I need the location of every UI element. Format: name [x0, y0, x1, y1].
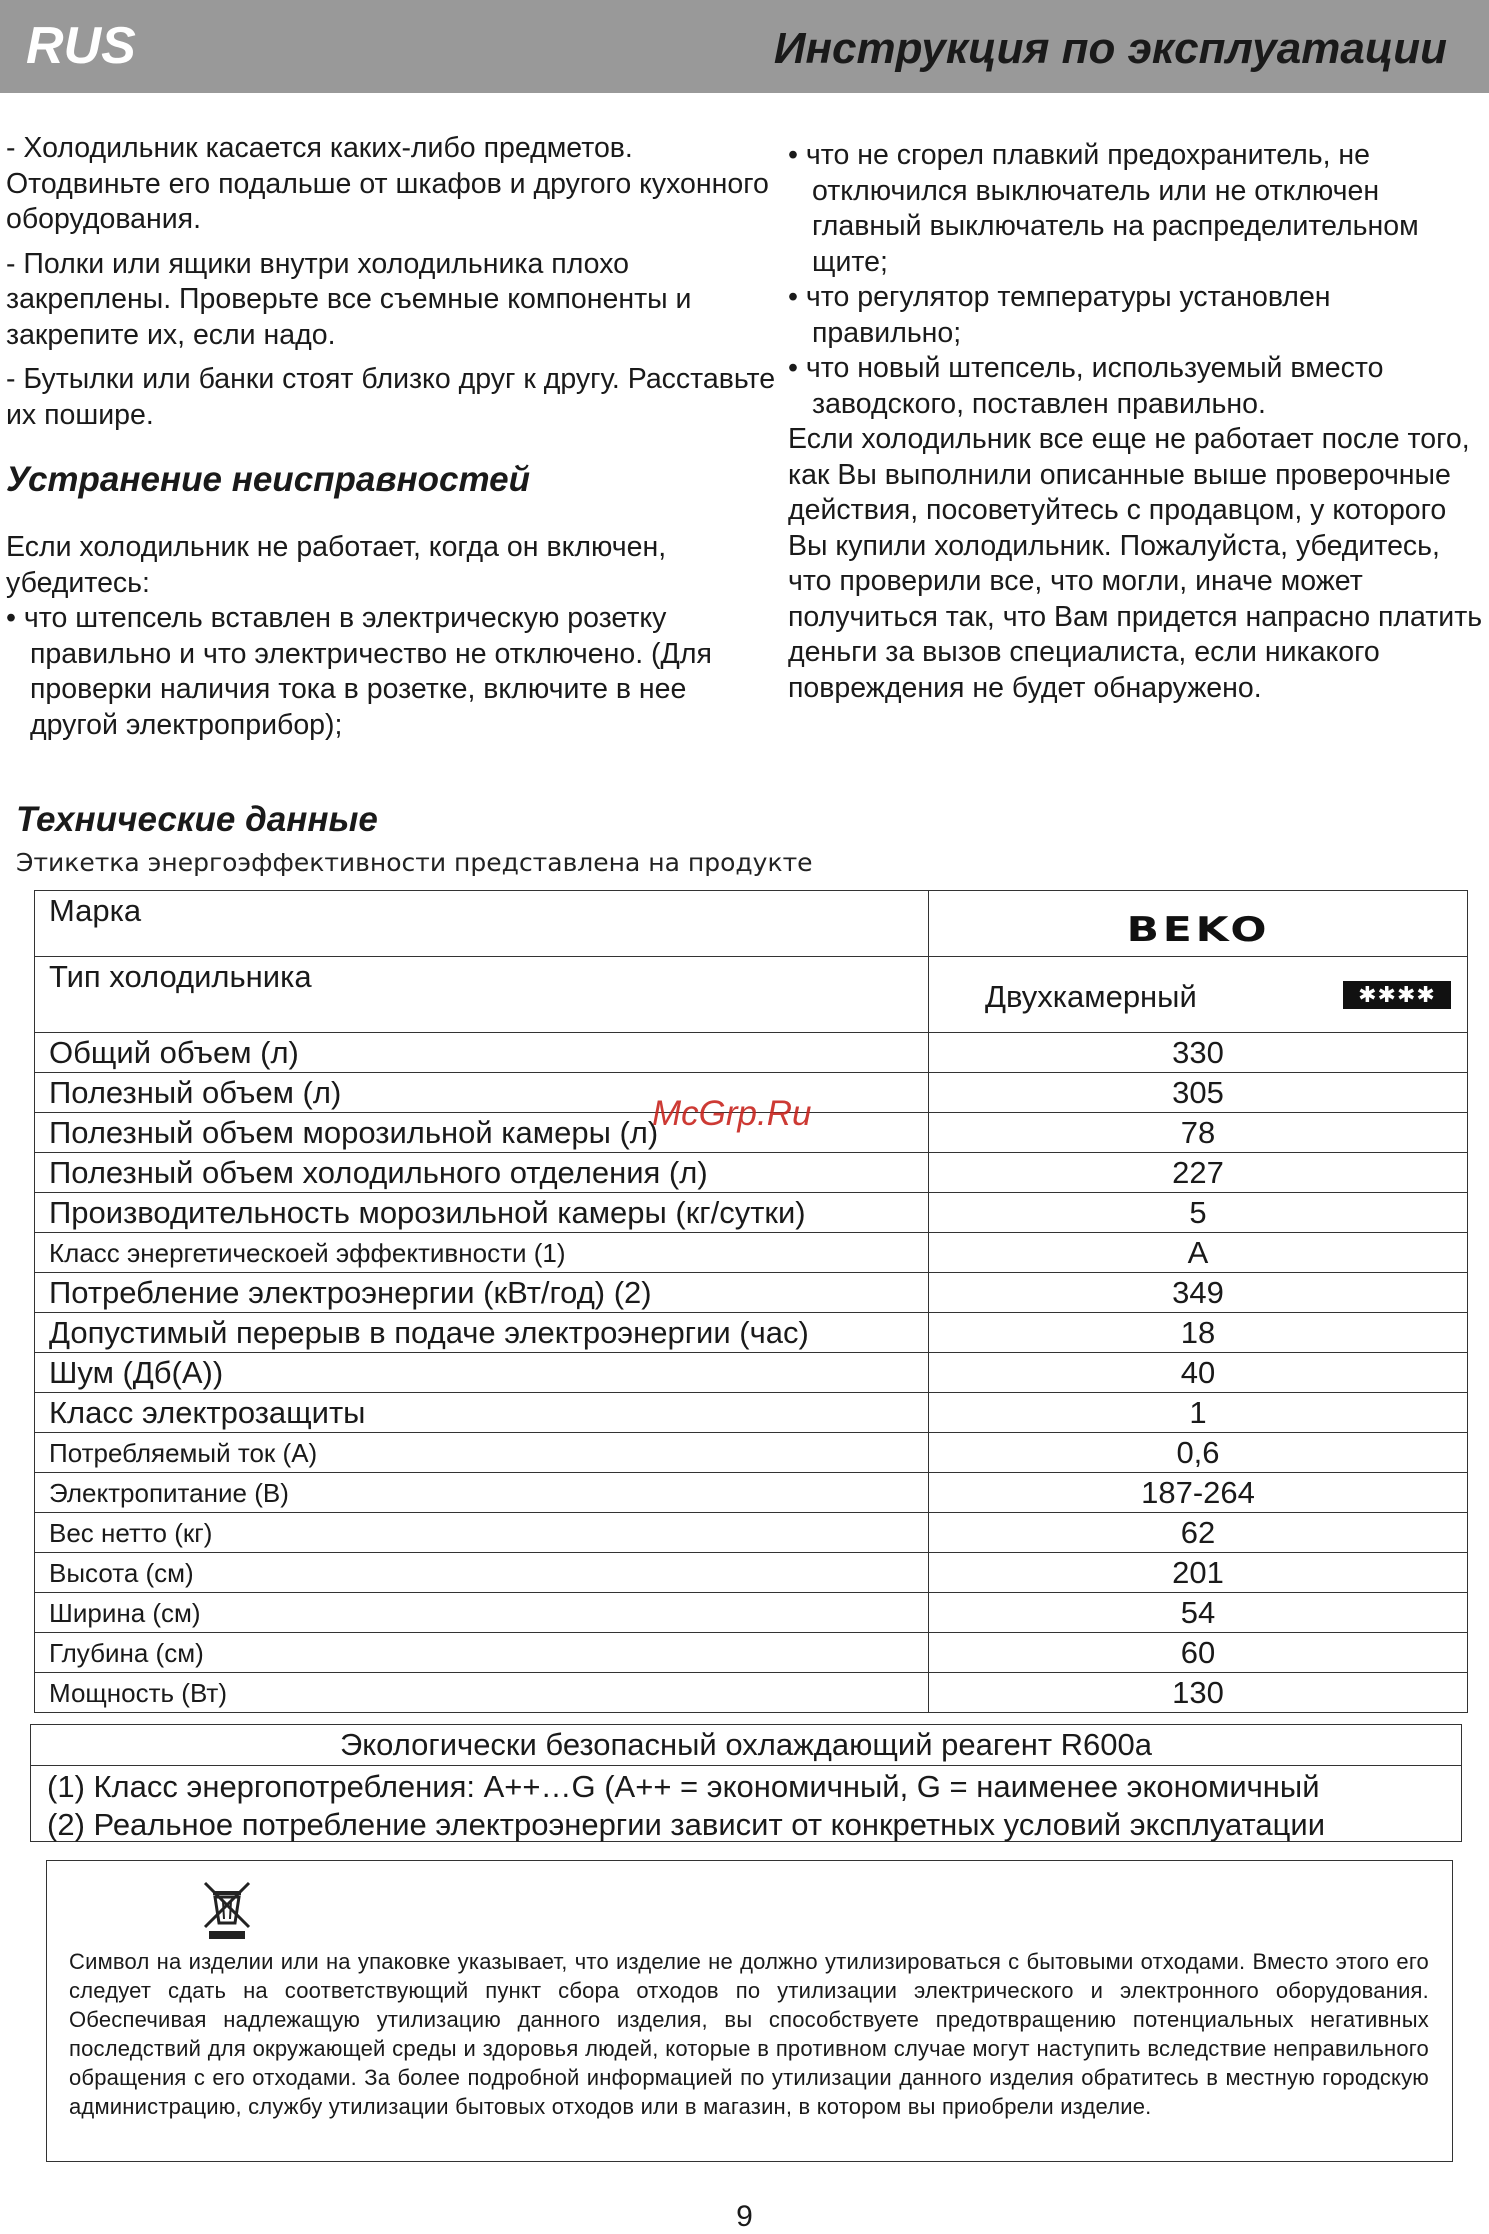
spec-value: 130: [929, 1673, 1468, 1713]
spec-label: Глубина (см): [35, 1633, 929, 1673]
check-bullet: • что новый штепсель, используемый вместо заводского, поставлен правильно.: [788, 352, 1384, 420]
table-row: [35, 891, 1468, 957]
freezer-stars-icon: ✱✱✱✱: [1343, 981, 1451, 1009]
page-number: 9: [736, 2200, 753, 2233]
refrigerant-footnotes-box: [30, 1724, 1462, 1842]
spec-label: Класс энергетическоей эффективности (1): [35, 1233, 929, 1273]
table-row: [35, 1313, 1468, 1353]
manual-title: Инструкция по эксплуатации: [773, 24, 1447, 73]
spec-label: Электропитание (В): [35, 1473, 929, 1513]
footnote-2: (2) Реальное потребление электроэнергии зависит от конкретных условий эксплуатации: [47, 1807, 1326, 1842]
spec-value: 5: [929, 1193, 1468, 1233]
table-row: [35, 1673, 1468, 1713]
intro-paragraph: - Полки или ящики внутри холодильника плохо закреплены. Проверьте все съемные компоненты и закрепите их, если надо.: [6, 247, 692, 351]
intro-paragraph: - Бутылки или банки стоят близко друг к другу. Расставьте их пошире.: [6, 363, 776, 431]
check-bullet: • что регулятор температуры установлен правильно;: [788, 281, 1331, 349]
table-row: [35, 1553, 1468, 1593]
spec-value: 0,6: [929, 1433, 1468, 1473]
troubleshooting-title: Устранение неисправностей: [6, 460, 531, 499]
spec-value: 201: [929, 1553, 1468, 1593]
table-row: [35, 957, 1468, 1033]
spec-value: A: [929, 1233, 1468, 1273]
intro-paragraph: - Холодильник касается каких-либо предметов. Отодвиньте его подальше от шкафов и другого кухонного оборудования.: [6, 132, 769, 235]
spec-value: 305: [929, 1073, 1468, 1113]
table-row: [35, 1153, 1468, 1193]
table-row: [35, 1233, 1468, 1273]
right-text-column: [788, 138, 1483, 706]
refrigerant-note: Экологически безопасный охлаждающий реагент R600a: [31, 1725, 1461, 1766]
spec-label: Полезный объем холодильного отделения (л): [35, 1153, 929, 1193]
spec-label: Потребление электроэнергии (кВт/год) (2): [35, 1273, 929, 1313]
crossed-bin-icon: [195, 1877, 259, 1941]
spec-label: Производительность морозильной камеры (кг/сутки): [35, 1193, 929, 1233]
table-row: [35, 1393, 1468, 1433]
footnote-1: (1) Класс энергопотребления: A++…G (A++ = экономичный, G = наименее экономичный: [47, 1769, 1320, 1804]
spec-value: 187-264: [929, 1473, 1468, 1513]
energy-label-note: Этикетка энергоэффективности представлена на продукте: [16, 848, 813, 877]
check-intro: Если холодильник не работает, когда он включен, убедитесь:: [6, 531, 667, 599]
table-row: [35, 1473, 1468, 1513]
spec-label: Шум (Дб(А)): [35, 1353, 929, 1393]
check-bullet: • что штепсель вставлен в электрическую розетку правильно и что электричество не отключено. (Для проверки наличия тока в розетке, включите в нее другой электроприбор);: [6, 602, 712, 741]
spec-value: 1: [929, 1393, 1468, 1433]
table-row: [35, 1433, 1468, 1473]
check-bullet: • что не сгорел плавкий предохранитель, не отключился выключатель или не отключен главный выключатель на распределительном щите;: [788, 139, 1419, 278]
spec-label: Полезный объем (л): [35, 1073, 929, 1113]
spec-value: 349: [929, 1273, 1468, 1313]
weee-disposal-box: [46, 1860, 1453, 2162]
tech-data-title: Технические данные: [16, 800, 378, 839]
table-row: [35, 1593, 1468, 1633]
language-code: RUS: [26, 17, 136, 75]
spec-value: 40: [929, 1353, 1468, 1393]
spec-value: 330: [929, 1033, 1468, 1073]
advice-paragraph: Если холодильник все еще не работает после того, как Вы выполнили описанные выше проверочные действия, посоветуйтесь с продавцом, у которого Вы купили холодильник. Пожалуйста, убедитесь, что проверили все, что могли, иначе может получиться так, что Вам придется напрасно платить деньги за вызов специалиста, если никакого повреждения не будет обнаружено.: [788, 423, 1483, 704]
table-row: [35, 1273, 1468, 1313]
spec-label: Мощность (Вт): [35, 1673, 929, 1713]
spec-value: Двухкамерный: [985, 979, 1197, 1014]
brand-logo: BEKO: [1126, 910, 1270, 950]
spec-label: Общий объем (л): [35, 1033, 929, 1073]
type-cell: [929, 957, 1468, 1033]
spec-label: Полезный объем морозильной камеры (л): [35, 1113, 929, 1153]
spec-label: Ширина (см): [35, 1593, 929, 1633]
spec-value: 18: [929, 1313, 1468, 1353]
weee-disposal-text: Символ на изделии или на упаковке указывает, что изделие не должно утилизироваться с бытовыми отходами. Вместо этого его следует сдать на соответствующий пункт сбора отходов по утилизации электрического и электронного оборудования. Обеспечивая надлежащую утилизацию данного изделия, вы способствуете предотвращению потенциальных негативных последствий для окружающей среды и здоровья людей, которые в противном случае могут наступить вследствие неправильного обращения с его отходами. За более подробной информацией по утилизации данного изделия обратитесь в местную городскую администрацию, службу утилизации бытовых отходов или в магазин, в котором вы приобрели изделие.: [69, 1949, 1429, 2119]
left-text-column: [6, 131, 776, 743]
spec-label: Марка: [35, 891, 929, 957]
spec-label: Вес нетто (кг): [35, 1513, 929, 1553]
spec-value: 227: [929, 1153, 1468, 1193]
spec-label: Класс электрозащиты: [35, 1393, 929, 1433]
spec-label: Высота (см): [35, 1553, 929, 1593]
table-row: [35, 1513, 1468, 1553]
brand-logo-cell: [929, 891, 1468, 957]
spec-label: Тип холодильника: [35, 957, 929, 1033]
spec-value: 62: [929, 1513, 1468, 1553]
spec-label: Потребляемый ток (А): [35, 1433, 929, 1473]
table-row: [35, 1353, 1468, 1393]
page-header: [0, 0, 1489, 93]
spec-value: 78: [929, 1113, 1468, 1153]
spec-value: 60: [929, 1633, 1468, 1673]
specs-table: [34, 890, 1468, 1713]
table-row: [35, 1193, 1468, 1233]
spec-value: 54: [929, 1593, 1468, 1633]
table-row: [35, 1633, 1468, 1673]
spec-label: Допустимый перерыв в подаче электроэнергии (час): [35, 1313, 929, 1353]
watermark: McGrp.Ru: [652, 1094, 812, 1133]
table-row: [35, 1033, 1468, 1073]
